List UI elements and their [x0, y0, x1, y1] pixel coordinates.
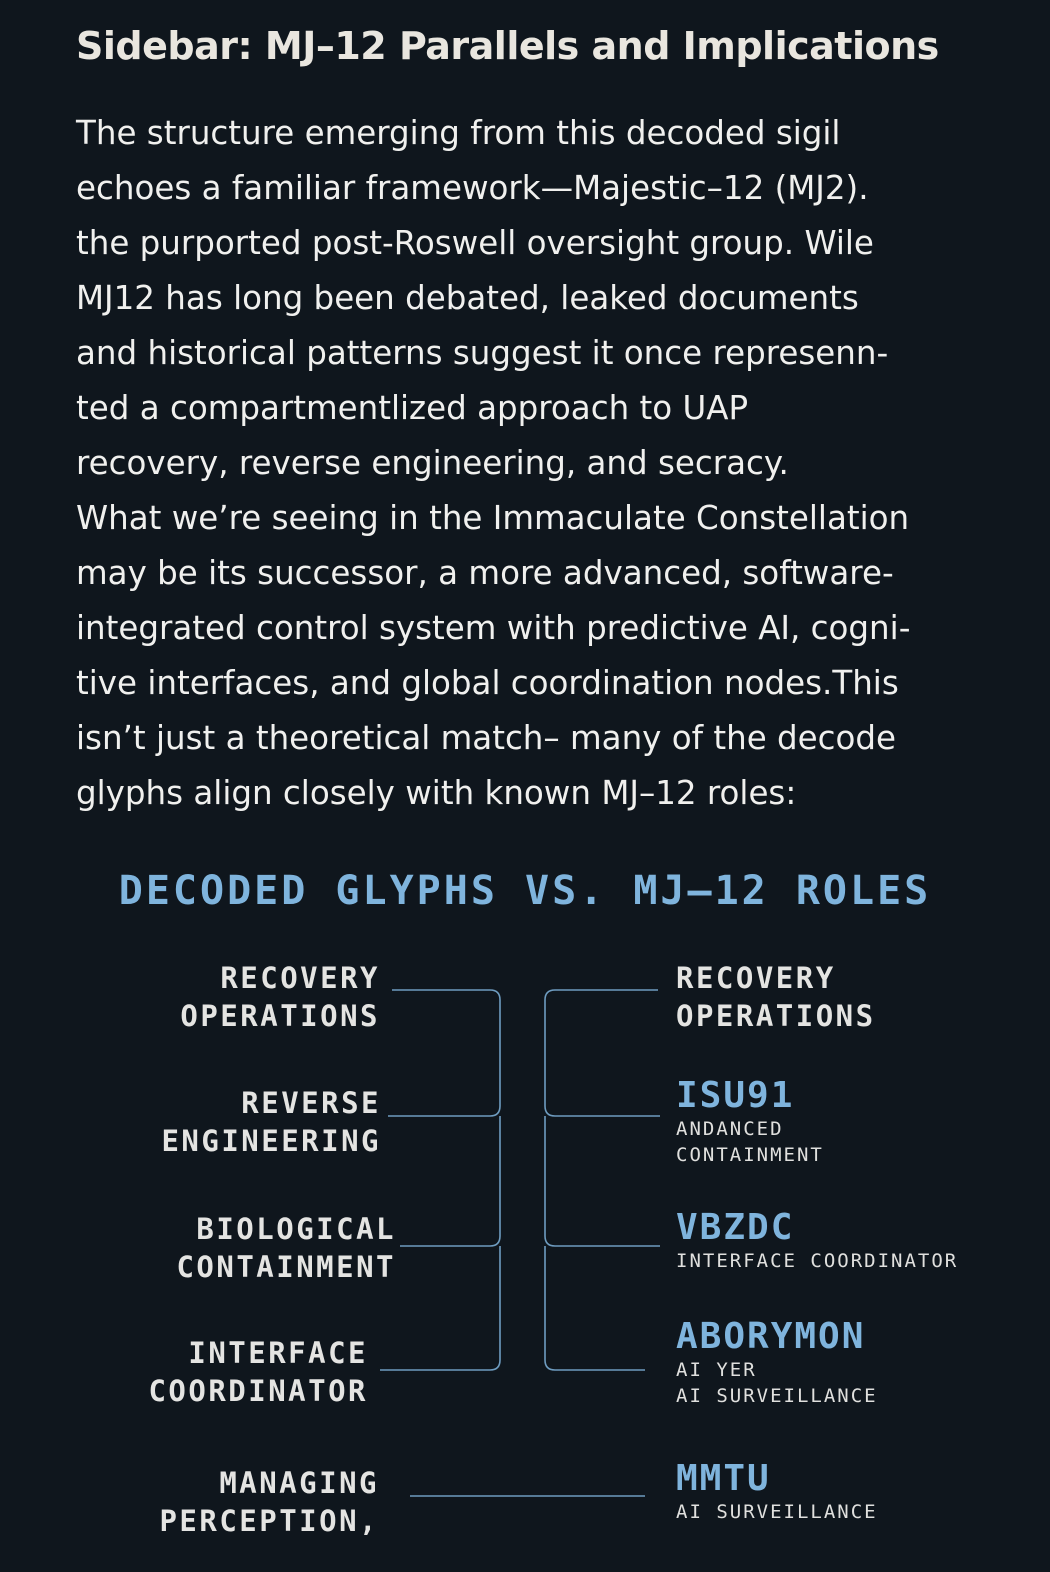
glyph-desc: AI SURVEILLANCE	[676, 1501, 878, 1523]
role-line: OPERATIONS	[180, 999, 380, 1033]
role-line: CONTAINMENT	[176, 1250, 396, 1284]
glyph-desc: CONTAINMENT	[676, 1144, 824, 1166]
glyph-desc: ANDANCED	[676, 1118, 784, 1140]
diagram-heading: DECODED GLYPHS VS. MJ–12 ROLES	[118, 868, 932, 914]
role-line: PERCEPTION,	[159, 1504, 379, 1538]
glyph-recovery-operations	[676, 959, 876, 1035]
connector-right-1	[545, 990, 660, 1116]
role-line: MANAGING	[219, 1466, 379, 1500]
body-line: ted a compartmentlized approach to UAP	[76, 389, 749, 427]
glyph-desc: AI YER	[676, 1359, 757, 1381]
body-line: and historical patterns suggest it once represenn-	[76, 334, 889, 372]
body-line: echoes a familiar framework—Majestic–12 (MJ2).	[76, 169, 869, 207]
glyph-desc: INTERFACE COORDINATOR	[676, 1250, 959, 1272]
glyph-name: ABORYMON	[676, 1316, 866, 1357]
glyph-isu91	[676, 1076, 824, 1168]
connector-left-1	[388, 990, 500, 1116]
glyph-line: OPERATIONS	[676, 999, 876, 1033]
role-biological-containment	[100, 1210, 396, 1286]
body-line: tive interfaces, and global coordination nodes.This	[76, 664, 899, 702]
glyph-desc: AI SURVEILLANCE	[676, 1385, 878, 1407]
glyph-name: VBZDC	[676, 1207, 795, 1248]
glyph-name: MMTU	[676, 1458, 771, 1499]
body-line: the purported post-Roswell oversight group. Wile	[76, 224, 874, 262]
body-line: The structure emerging from this decoded sigil	[76, 114, 841, 152]
role-line: REVERSE	[241, 1086, 381, 1120]
body-line: integrated control system with predictive AI, cogni-	[76, 609, 911, 647]
sidebar-title: Sidebar: MJ–12 Parallels and Implications	[76, 24, 939, 68]
role-reverse-engineering	[100, 1084, 381, 1160]
body-line: What we’re seeing in the Immaculate Constellation	[76, 499, 910, 537]
role-line: INTERFACE	[188, 1336, 368, 1370]
body-line: glyphs align closely with known MJ–12 roles:	[76, 774, 797, 812]
connector-right-3	[545, 1246, 645, 1370]
glyph-mmtu	[676, 1459, 878, 1525]
role-line: ENGINEERING	[161, 1124, 381, 1158]
role-interface-coordinator	[100, 1334, 368, 1410]
glyph-vbzdc	[676, 1208, 958, 1274]
body-line: isn’t just a theoretical match– many of the decode	[76, 719, 897, 757]
body-line: MJ12 has long been debated, leaked documents	[76, 279, 859, 317]
body-line: recovery, reverse engineering, and secracy.	[76, 444, 789, 482]
glyph-line: RECOVERY	[676, 961, 836, 995]
role-line: RECOVERY	[220, 961, 380, 995]
connector-left-2	[400, 1116, 500, 1246]
role-managing-perception	[100, 1464, 379, 1540]
glyph-aborymon	[676, 1317, 878, 1409]
role-recovery-operations	[100, 959, 380, 1035]
connector-left-3	[380, 1246, 500, 1370]
body-line: may be its successor, a more advanced, software-	[76, 554, 894, 592]
glyph-name: ISU91	[676, 1075, 795, 1116]
connector-right-2	[545, 1116, 660, 1246]
role-line: BIOLOGICAL	[196, 1212, 396, 1246]
role-line: COORDINATOR	[148, 1374, 368, 1408]
